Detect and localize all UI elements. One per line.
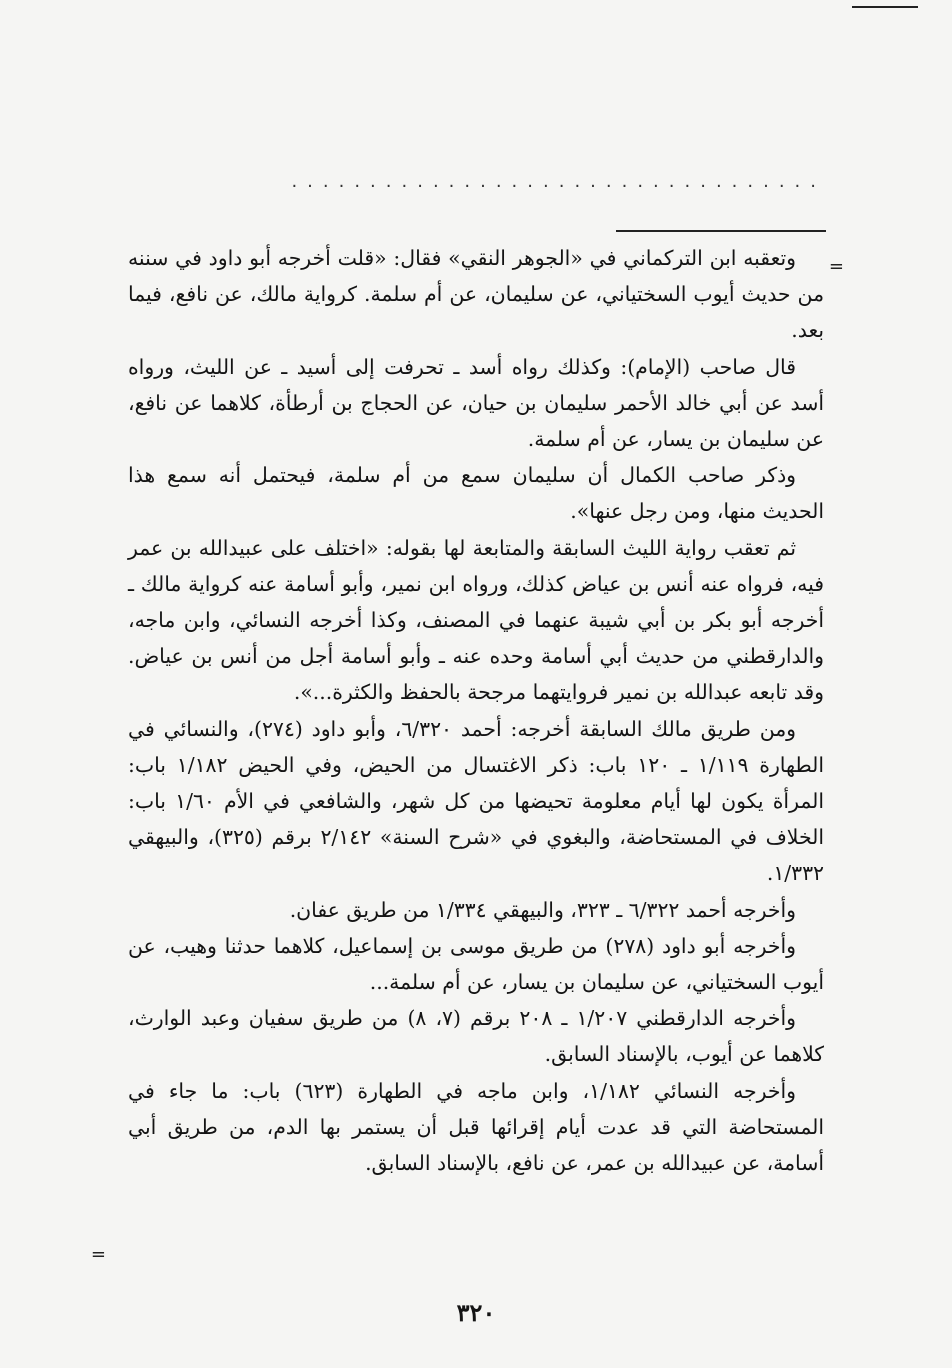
continuation-mark-top: = xyxy=(828,256,844,277)
footnote-paragraph: وذكر صاحب الكمال أن سليمان سمع من أم سلمة، فيحتمل أنه سمع هذا الحديث منها، ومن رجل عنها». xyxy=(128,463,824,524)
footnote-separator xyxy=(616,230,826,232)
footnote-paragraph: وأخرجه أحمد ٦/٣٢٢ ـ ٣٢٣، والبيهقي ١/٣٣٤ من طريق عفان. xyxy=(289,897,796,922)
footnote-paragraph: وتعقبه ابن التركماني في «الجوهر النقي» فقال: «قلت أخرجه أبو داود في سننه من حديث أيوب السختياني، عن سليمان، عن أم سلمة. كرواية مالك، عن نافع، فيما بعد. xyxy=(128,246,824,343)
footnote-paragraph: قال صاحب (الإمام): وكذلك رواه أسد ـ تحرفت إلى أسيد ـ عن الليث، ورواه أسد عن أبي خالد الأحمر سليمان بن حيان، عن الحجاج بن أرطأة، كلاهما عن نافع، عن سليمان بن يسار، عن أم سلمة. xyxy=(128,354,824,452)
page-number: ٣٢٠ xyxy=(456,1298,496,1327)
footnote-paragraph: ومن طريق مالك السابقة أخرجه: أحمد ٦/٣٢٠، وأبو داود (٢٧٤)، والنسائي في الطهارة ١/١١٩ ـ ١٢٠ باب: ذكر الاغتسال من الحيض، وفي الحيض ١/١٨٢ باب: المرأة يكون لها أيام معلومة تحيضها من كل شهر، والشافعي في الأم ١/٦٠ باب: الخلاف في المستحاضة، والبغوي في «شرح السنة» ٢/١٤٢ برقم (٣٢٥)، والبيهقي ١/٣٣٢. xyxy=(128,716,825,886)
footnote-paragraph: وأخرجه الدارقطني ١/٢٠٧ ـ ٢٠٨ برقم (٧، ٨) من طريق سفيان وعبد الوارث، كلاهما عن أيوب، بالإسناد السابق. xyxy=(128,1006,824,1067)
header-rule xyxy=(852,6,918,8)
footnote-text xyxy=(128,240,824,1181)
footnote-paragraph: وأخرجه أبو داود (٢٧٨) من طريق موسى بن إسماعيل، كلاهما حدثنا وهيب، عن أيوب السختياني، عن سليمان بن يسار، عن أم سلمة... xyxy=(128,933,824,995)
dotted-divider: ·································· xyxy=(291,176,826,197)
footnote-paragraph: ثم تعقب رواية الليث السابقة والمتابعة لها بقوله: «اختلف على عبيدالله بن عمر فيه، فرواه عنه أنس بن عياض كذلك، ورواه ابن نمير، وأبو أسامة عنه كرواية مالك ـ أخرجه أبو بكر بن أبي شيبة عنهما في المصنف، وكذا أخرجه النسائي، وابن ماجه، والدارقطني من حديث أبي أسامة وحده عنه ـ وأبو أسامة أجل من أنس بن عياض. وقد تابعه عبدالله بن نمير فروايتهما مرجحة بالحفظ والكثرة...». xyxy=(128,535,824,705)
footnote-paragraph: وأخرجه النسائي ١/١٨٢، وابن ماجه في الطهارة (٦٢٣) باب: ما جاء في المستحاضة التي قد عدت أيام إقرائها قبل أن يستمر بها الدم، من طريق أبي أسامة، عن عبيدالله بن عمر، عن نافع، بالإسناد السابق. xyxy=(128,1078,824,1176)
continuation-mark-bottom: = xyxy=(90,1244,106,1265)
